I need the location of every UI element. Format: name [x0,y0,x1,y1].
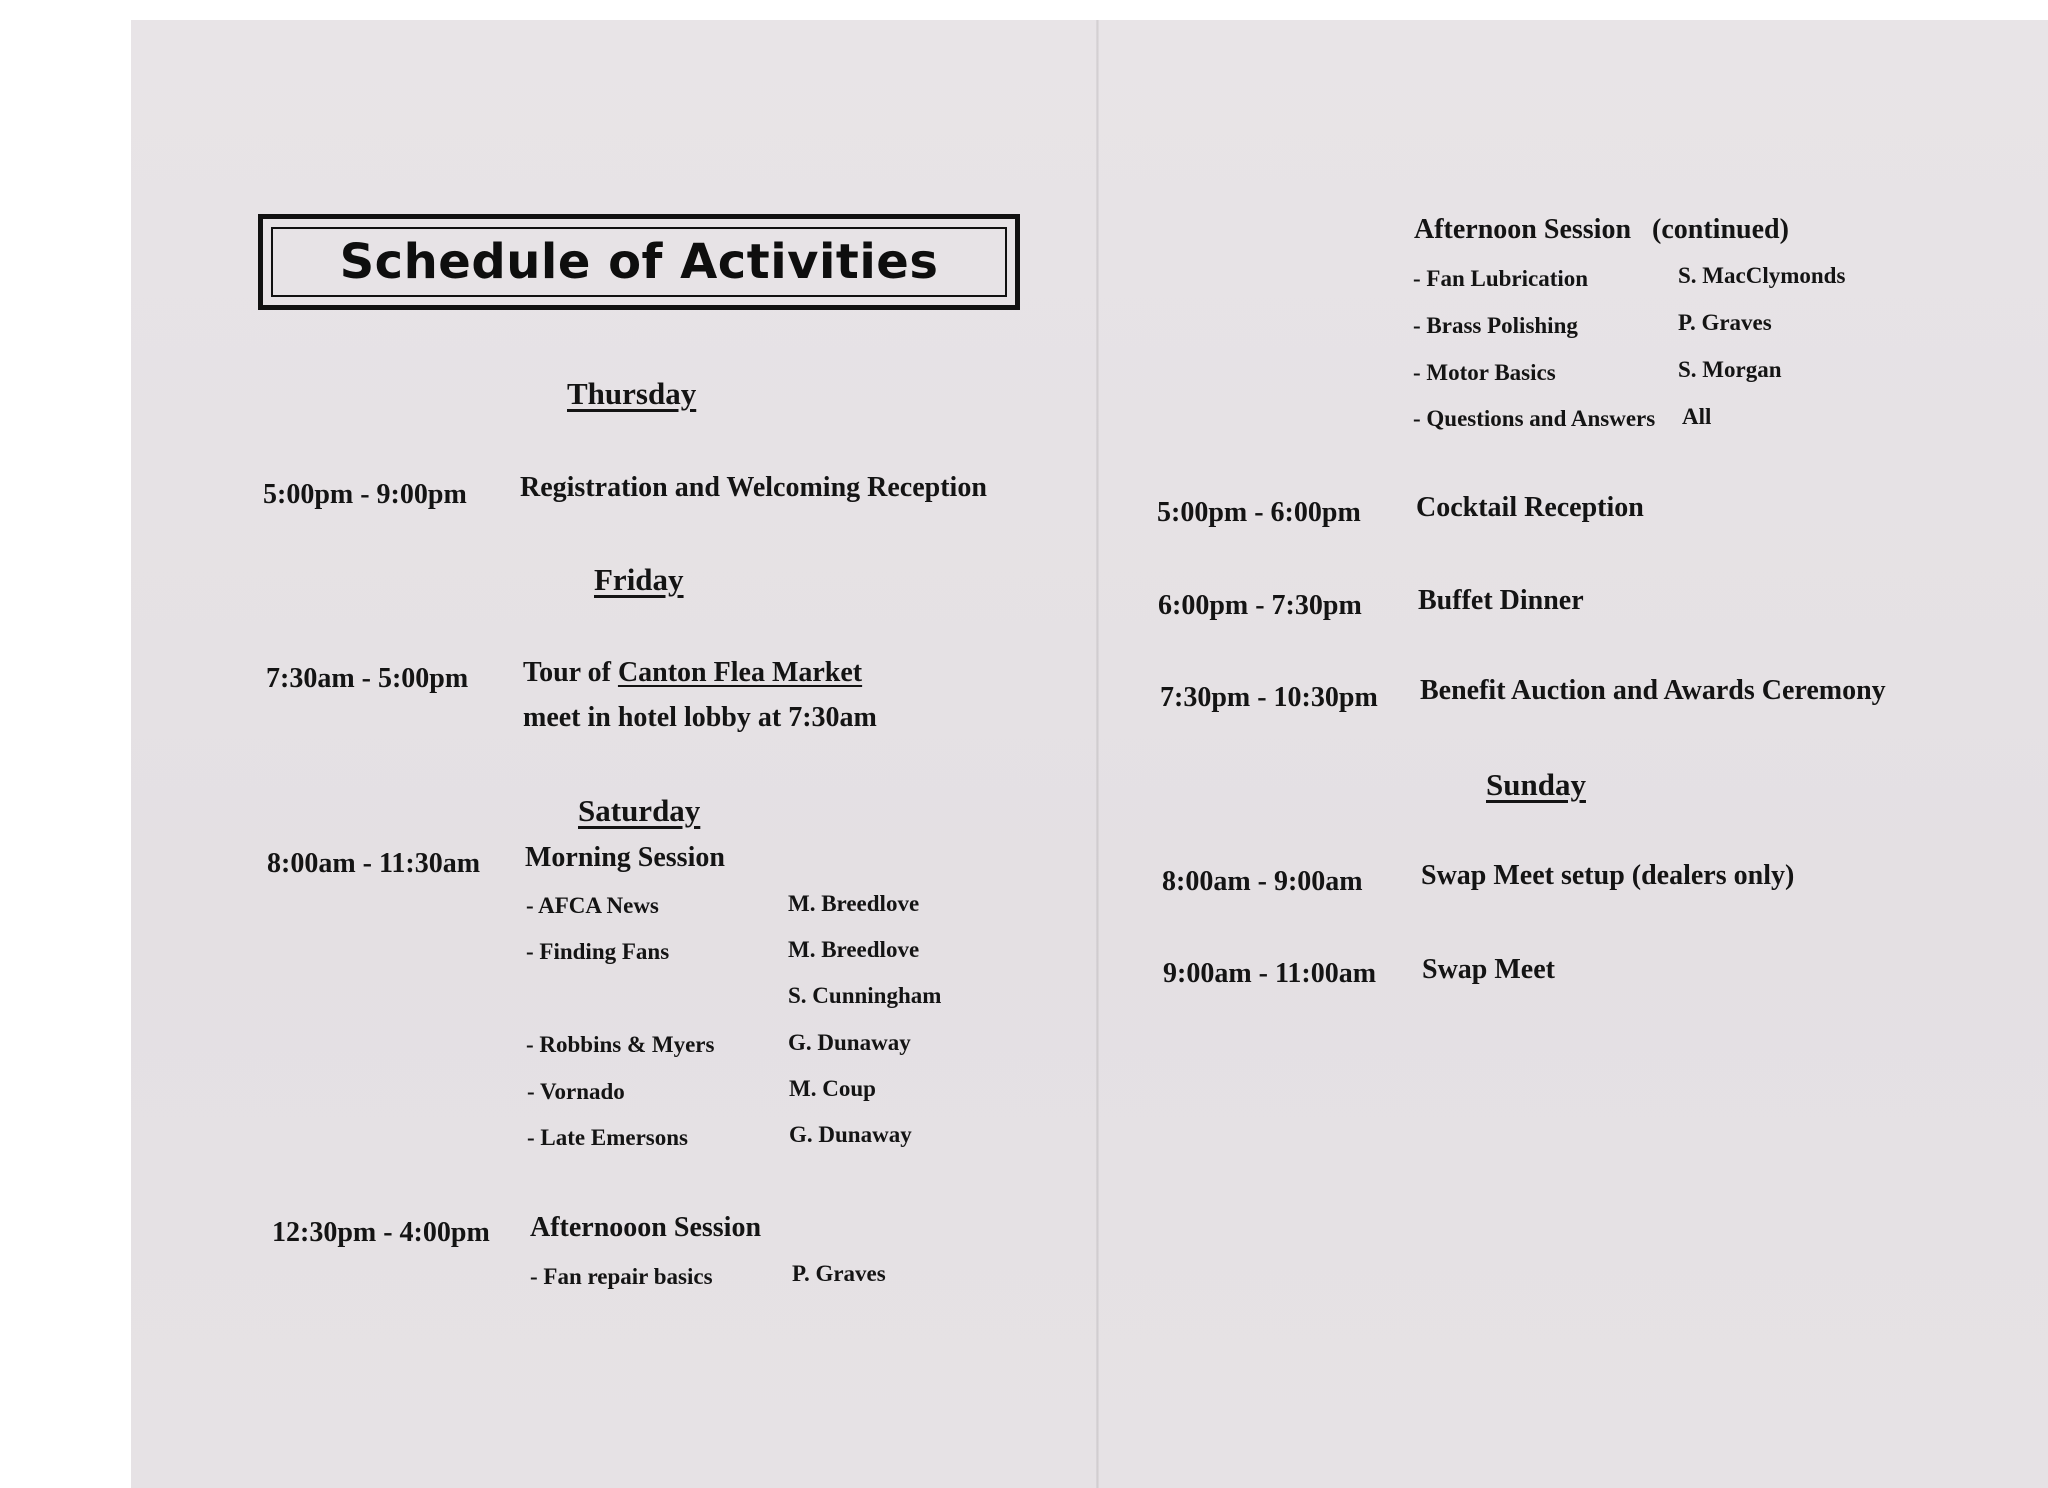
session-presenter: S. Cunningham [788,983,942,1008]
event-time: 7:30pm - 10:30pm [1160,682,1378,713]
session-presenter: P. Graves [792,1261,886,1286]
event-time: 8:00am - 9:00am [1162,866,1363,897]
session-topic: - Fan repair basics [530,1264,713,1289]
session-title [1414,214,1789,246]
event-time: 12:30pm - 4:00pm [272,1217,490,1248]
title-box [258,214,1020,310]
session-topic: - Questions and Answers [1413,406,1656,431]
event-title [523,657,862,689]
event-title: Buffet Dinner [1418,585,1584,616]
session-presenter: M. Breedlove [788,891,920,916]
heading-thursday: Thursday [567,376,697,411]
session-presenter: S. Morgan [1678,357,1782,382]
page-fold [1096,20,1099,1488]
session-topic: - Robbins & Myers [526,1032,715,1057]
event-title-prefix: Tour of [523,657,618,688]
heading-sunday: Sunday [1486,767,1586,802]
event-title: Swap Meet [1422,954,1555,985]
event-title: Registration and Welcoming Reception [520,472,987,503]
event-time: 5:00pm - 9:00pm [263,479,467,510]
session-presenter: All [1682,404,1712,429]
title-frame [271,227,1007,297]
session-presenter: G. Dunaway [789,1122,912,1147]
session-presenter: G. Dunaway [788,1030,911,1055]
session-presenter: M. Breedlove [788,937,920,962]
event-title: Swap Meet setup (dealers only) [1421,860,1795,891]
event-note: meet in hotel lobby at 7:30am [523,702,877,733]
session-title: Afternooon Session [530,1212,762,1243]
event-time: 8:00am - 11:30am [267,848,481,879]
session-topic: - Brass Polishing [1413,313,1578,338]
event-time: 7:30am - 5:00pm [266,663,469,694]
session-topic: - AFCA News [526,893,659,918]
session-topic: - Finding Fans [526,939,670,964]
event-time: 6:00pm - 7:30pm [1158,590,1362,621]
session-presenter: M. Coup [789,1076,876,1101]
event-title-link: Canton Flea Market [617,657,863,688]
event-title: Cocktail Reception [1416,492,1644,523]
heading-saturday: Saturday [578,793,701,828]
session-topic: - Fan Lubrication [1413,266,1589,291]
heading-friday: Friday [594,562,684,597]
session-presenter: P. Graves [1678,310,1772,335]
session-topic: - Motor Basics [1413,360,1556,385]
page-title: Schedule of Activities [339,234,939,290]
session-topic: - Vornado [527,1079,625,1104]
event-time: 5:00pm - 6:00pm [1157,497,1361,528]
session-presenter: S. MacClymonds [1678,263,1846,288]
event-time: 9:00am - 11:00am [1163,958,1377,989]
event-title: Benefit Auction and Awards Ceremony [1420,675,1886,706]
session-title-text: Afternoon Session [1414,214,1632,245]
session-qualifier: (continued) [1652,214,1789,245]
session-title: Morning Session [525,842,725,873]
session-topic: - Late Emersons [527,1125,688,1150]
